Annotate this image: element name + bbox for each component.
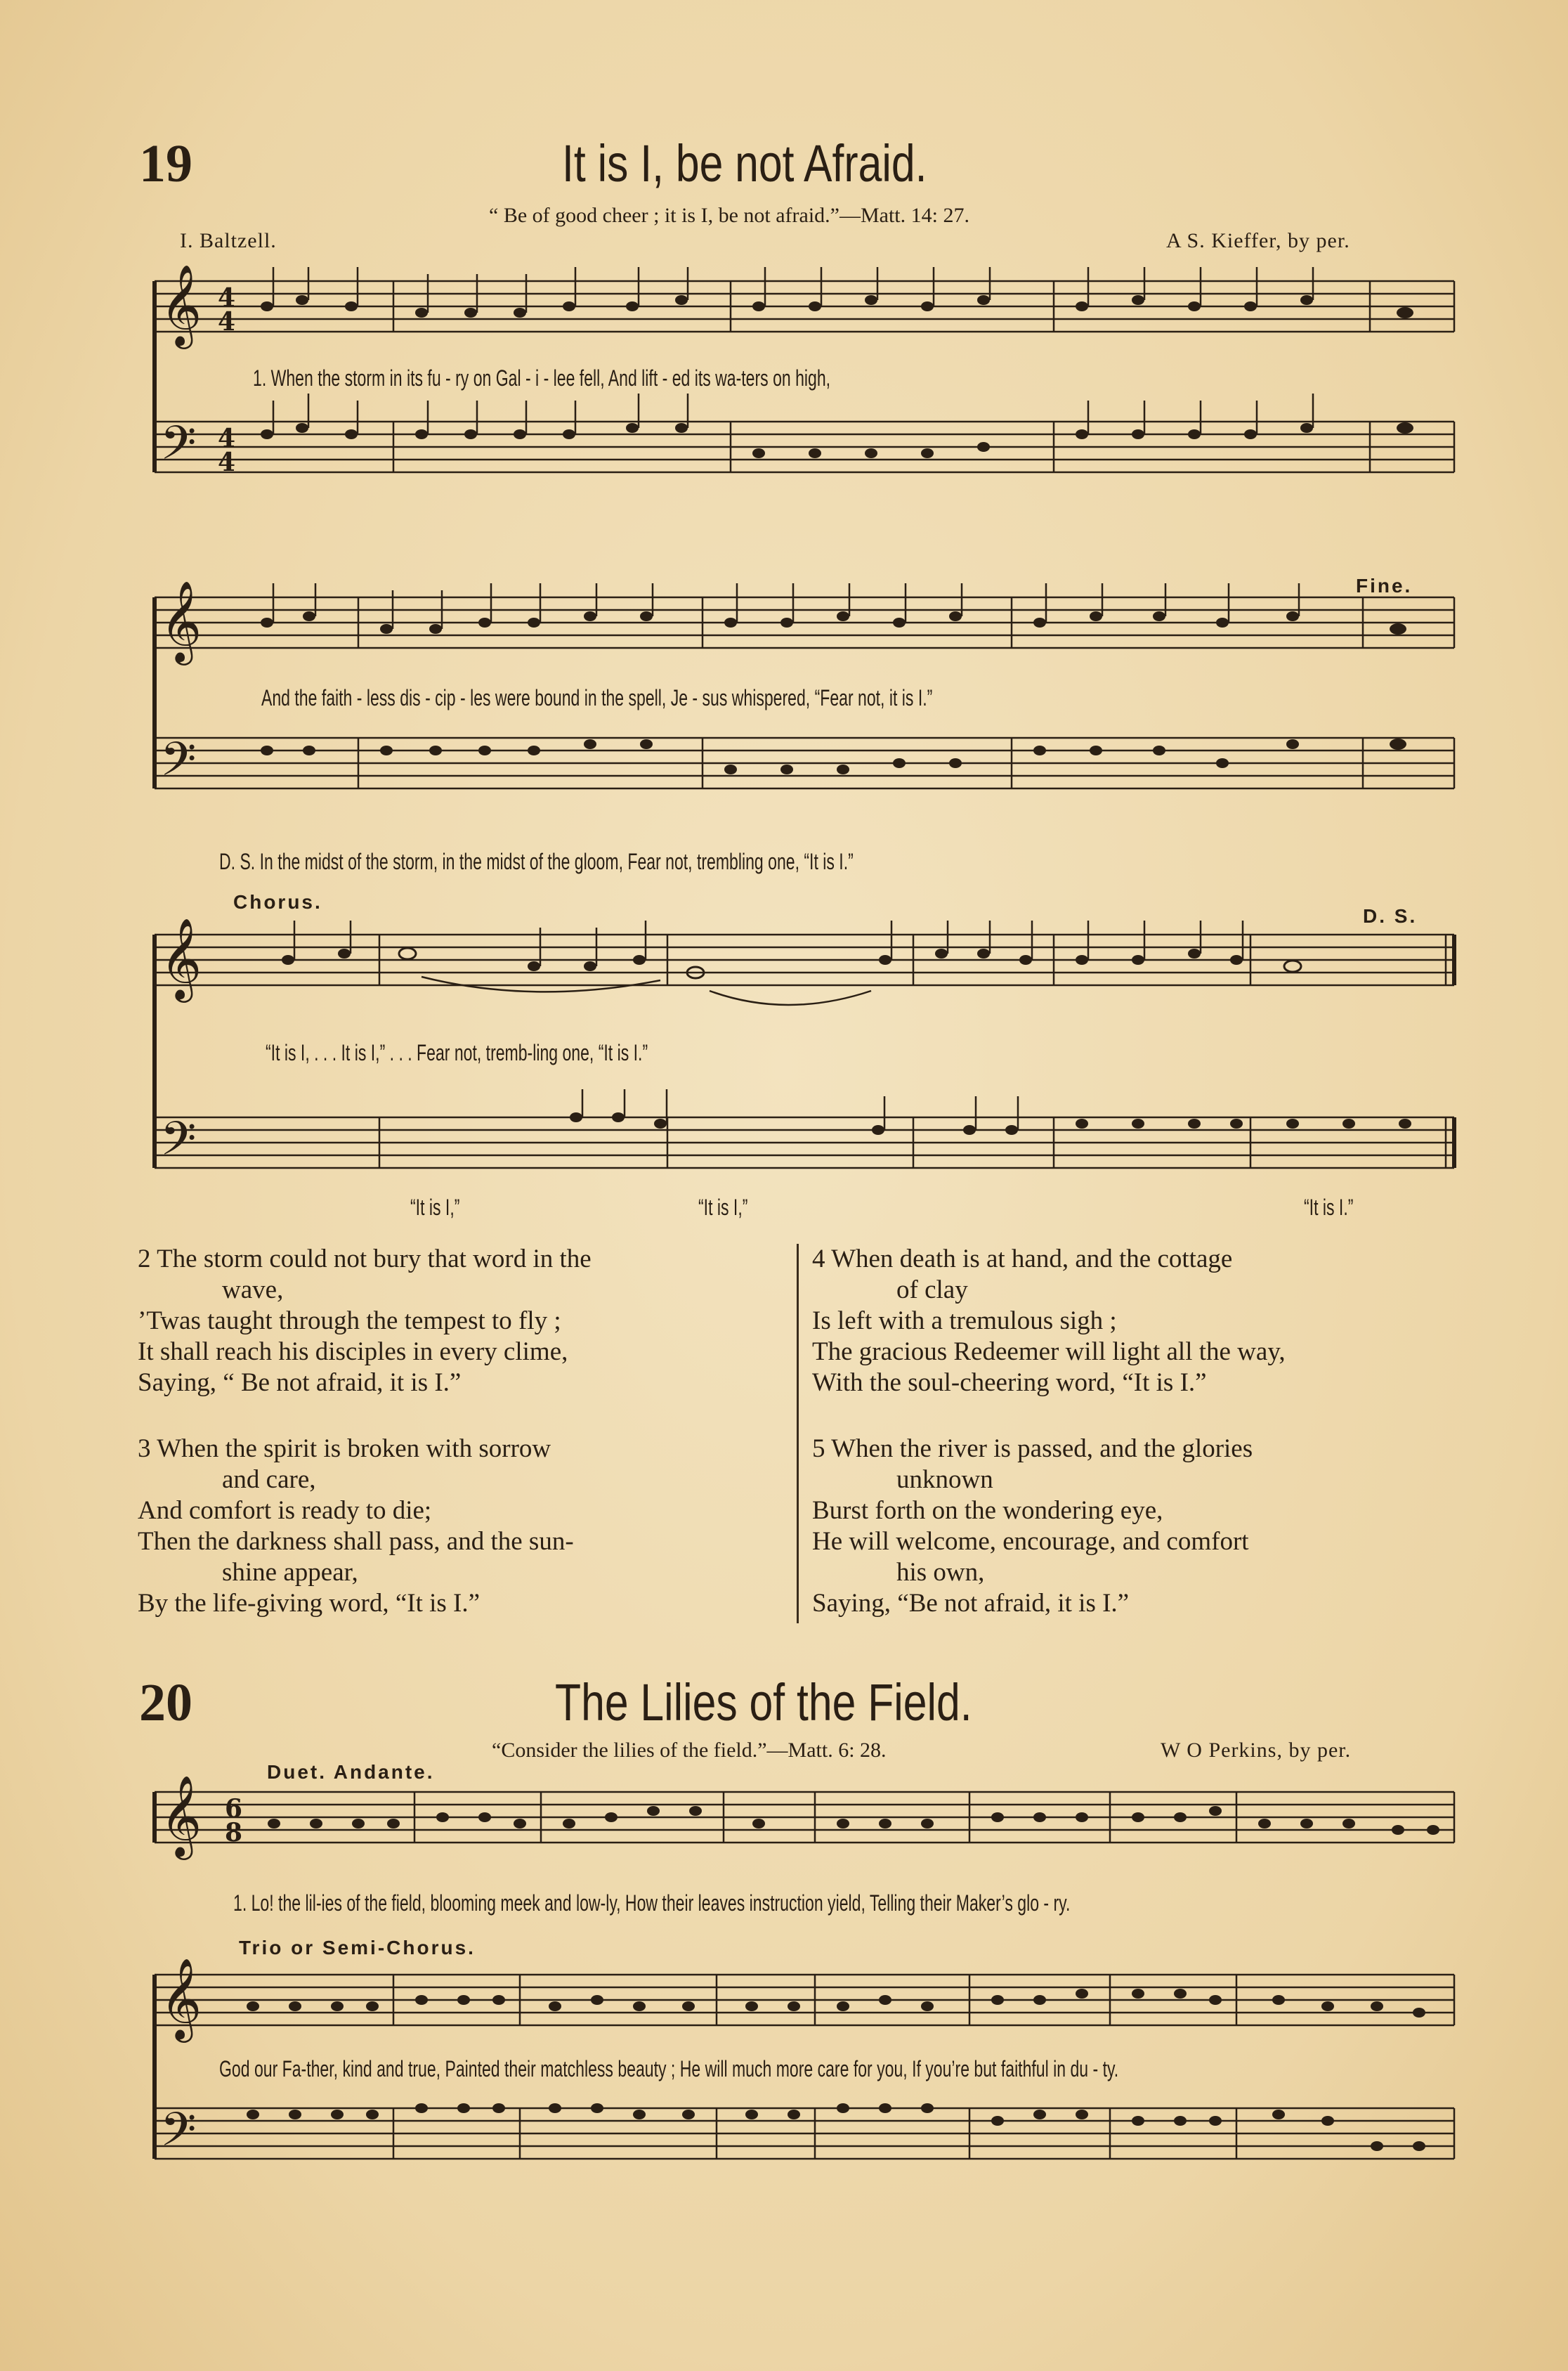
hymn-number-2: 20	[139, 1673, 192, 1732]
music-system-1	[141, 264, 1461, 534]
verse-2: 2 The storm could not bury that word in the wave, ’Twas taught through the tempest to fly ; It shall reach his disciples in every clime, Saying, “ Be not afraid, it is I.”	[138, 1245, 592, 1397]
column-divider	[797, 1244, 799, 1623]
composer-credit: I. Baltzell.	[180, 229, 277, 252]
svg-text:𝄞: 𝄞	[160, 580, 202, 662]
svg-text:𝄢: 𝄢	[160, 2103, 197, 2168]
svg-text:4: 4	[218, 448, 236, 477]
lyric-line-1: 1. When the storm in its fu - ry on Gal - i - lee fell, And lift - ed its wa-ters on high,	[253, 365, 831, 391]
svg-text:𝄢: 𝄢	[160, 416, 197, 481]
ds-marker: D. S.	[1363, 905, 1418, 927]
hymn-number: 19	[139, 134, 192, 193]
hymn-title-2: The Lilies of the Field.	[555, 1673, 972, 1732]
chorus-lyric-bass-b: “It is I,”	[698, 1195, 748, 1220]
svg-text:𝄞: 𝄞	[160, 1957, 202, 2039]
verse-3: 3 When the spirit is broken with sorrow and care, And comfort is ready to die; Then the darkness shall pass, and the sun- shine appear, By the life-giving word, “It is I.”	[138, 1434, 574, 1618]
author-credit-2: W O Perkins, by per.	[1161, 1739, 1352, 1762]
chorus-label: Chorus.	[233, 891, 322, 913]
trio-label: Trio or Semi-Chorus.	[239, 1937, 476, 1958]
lyric-duet: 1. Lo! the lil-ies of the field, blooming meek and low-ly, How their leaves instruction yield, Telling their Maker’s glo - ry.	[233, 1890, 1071, 1916]
svg-text:𝄞: 𝄞	[160, 1774, 202, 1857]
verse-5: 5 When the river is passed, and the glories unknown Burst forth on the wondering eye, He will welcome, encourage, and comfort his own, Saying, “Be not afraid, it is I.”	[812, 1434, 1253, 1618]
lyric-line-2: And the faith - less dis - cip - les were bound in the spell, Je - sus whispered, “Fear not, it is I.”	[261, 685, 933, 710]
svg-text:6: 6	[225, 1794, 243, 1824]
svg-text:4: 4	[218, 307, 236, 337]
lyric-line-3: D. S. In the midst of the storm, in the midst of the gloom, Fear not, trembling one, “It is I.”	[219, 849, 854, 874]
chorus-lyric-treble: “It is I, . . . It is I,” . . . Fear not, tremb-ling one, “It is I.”	[266, 1040, 648, 1065]
author-credit: A S. Kieffer, by per.	[1166, 229, 1350, 252]
duet-label: Duet. Andante.	[267, 1761, 435, 1783]
verse-4: 4 When death is at hand, and the cottage of clay Is left with a tremulous sigh ; The gracious Redeemer will light all the way, With the soul-cheering word, “It is I.”	[812, 1245, 1286, 1397]
music-system-duet	[141, 1774, 1461, 1890]
svg-text:8: 8	[225, 1818, 243, 1847]
epigraph-2: “Consider the lilies of the field.”—Matt. 6: 28.	[492, 1739, 887, 1762]
fine-marker: Fine.	[1356, 575, 1413, 597]
epigraph: “ Be of good cheer ; it is I, be not afraid.”—Matt. 14: 27.	[489, 204, 969, 227]
svg-text:𝄞: 𝄞	[160, 264, 202, 346]
svg-text:𝄢: 𝄢	[160, 1112, 197, 1177]
svg-text:𝄞: 𝄞	[160, 917, 202, 999]
hymn-title: It is I, be not Afraid.	[562, 134, 927, 193]
chorus-lyric-bass-c: “It is I.”	[1304, 1195, 1354, 1220]
chorus-lyric-bass-a: “It is I,”	[410, 1195, 460, 1220]
svg-text:𝄢: 𝄢	[160, 732, 197, 798]
lyric-trio: God our Fa-ther, kind and true, Painted their matchless beauty ; He will much more care for you, If you’re but faithful in du - ty.	[219, 2056, 1119, 2081]
svg-text:4: 4	[218, 424, 236, 453]
svg-text:4: 4	[218, 283, 236, 313]
